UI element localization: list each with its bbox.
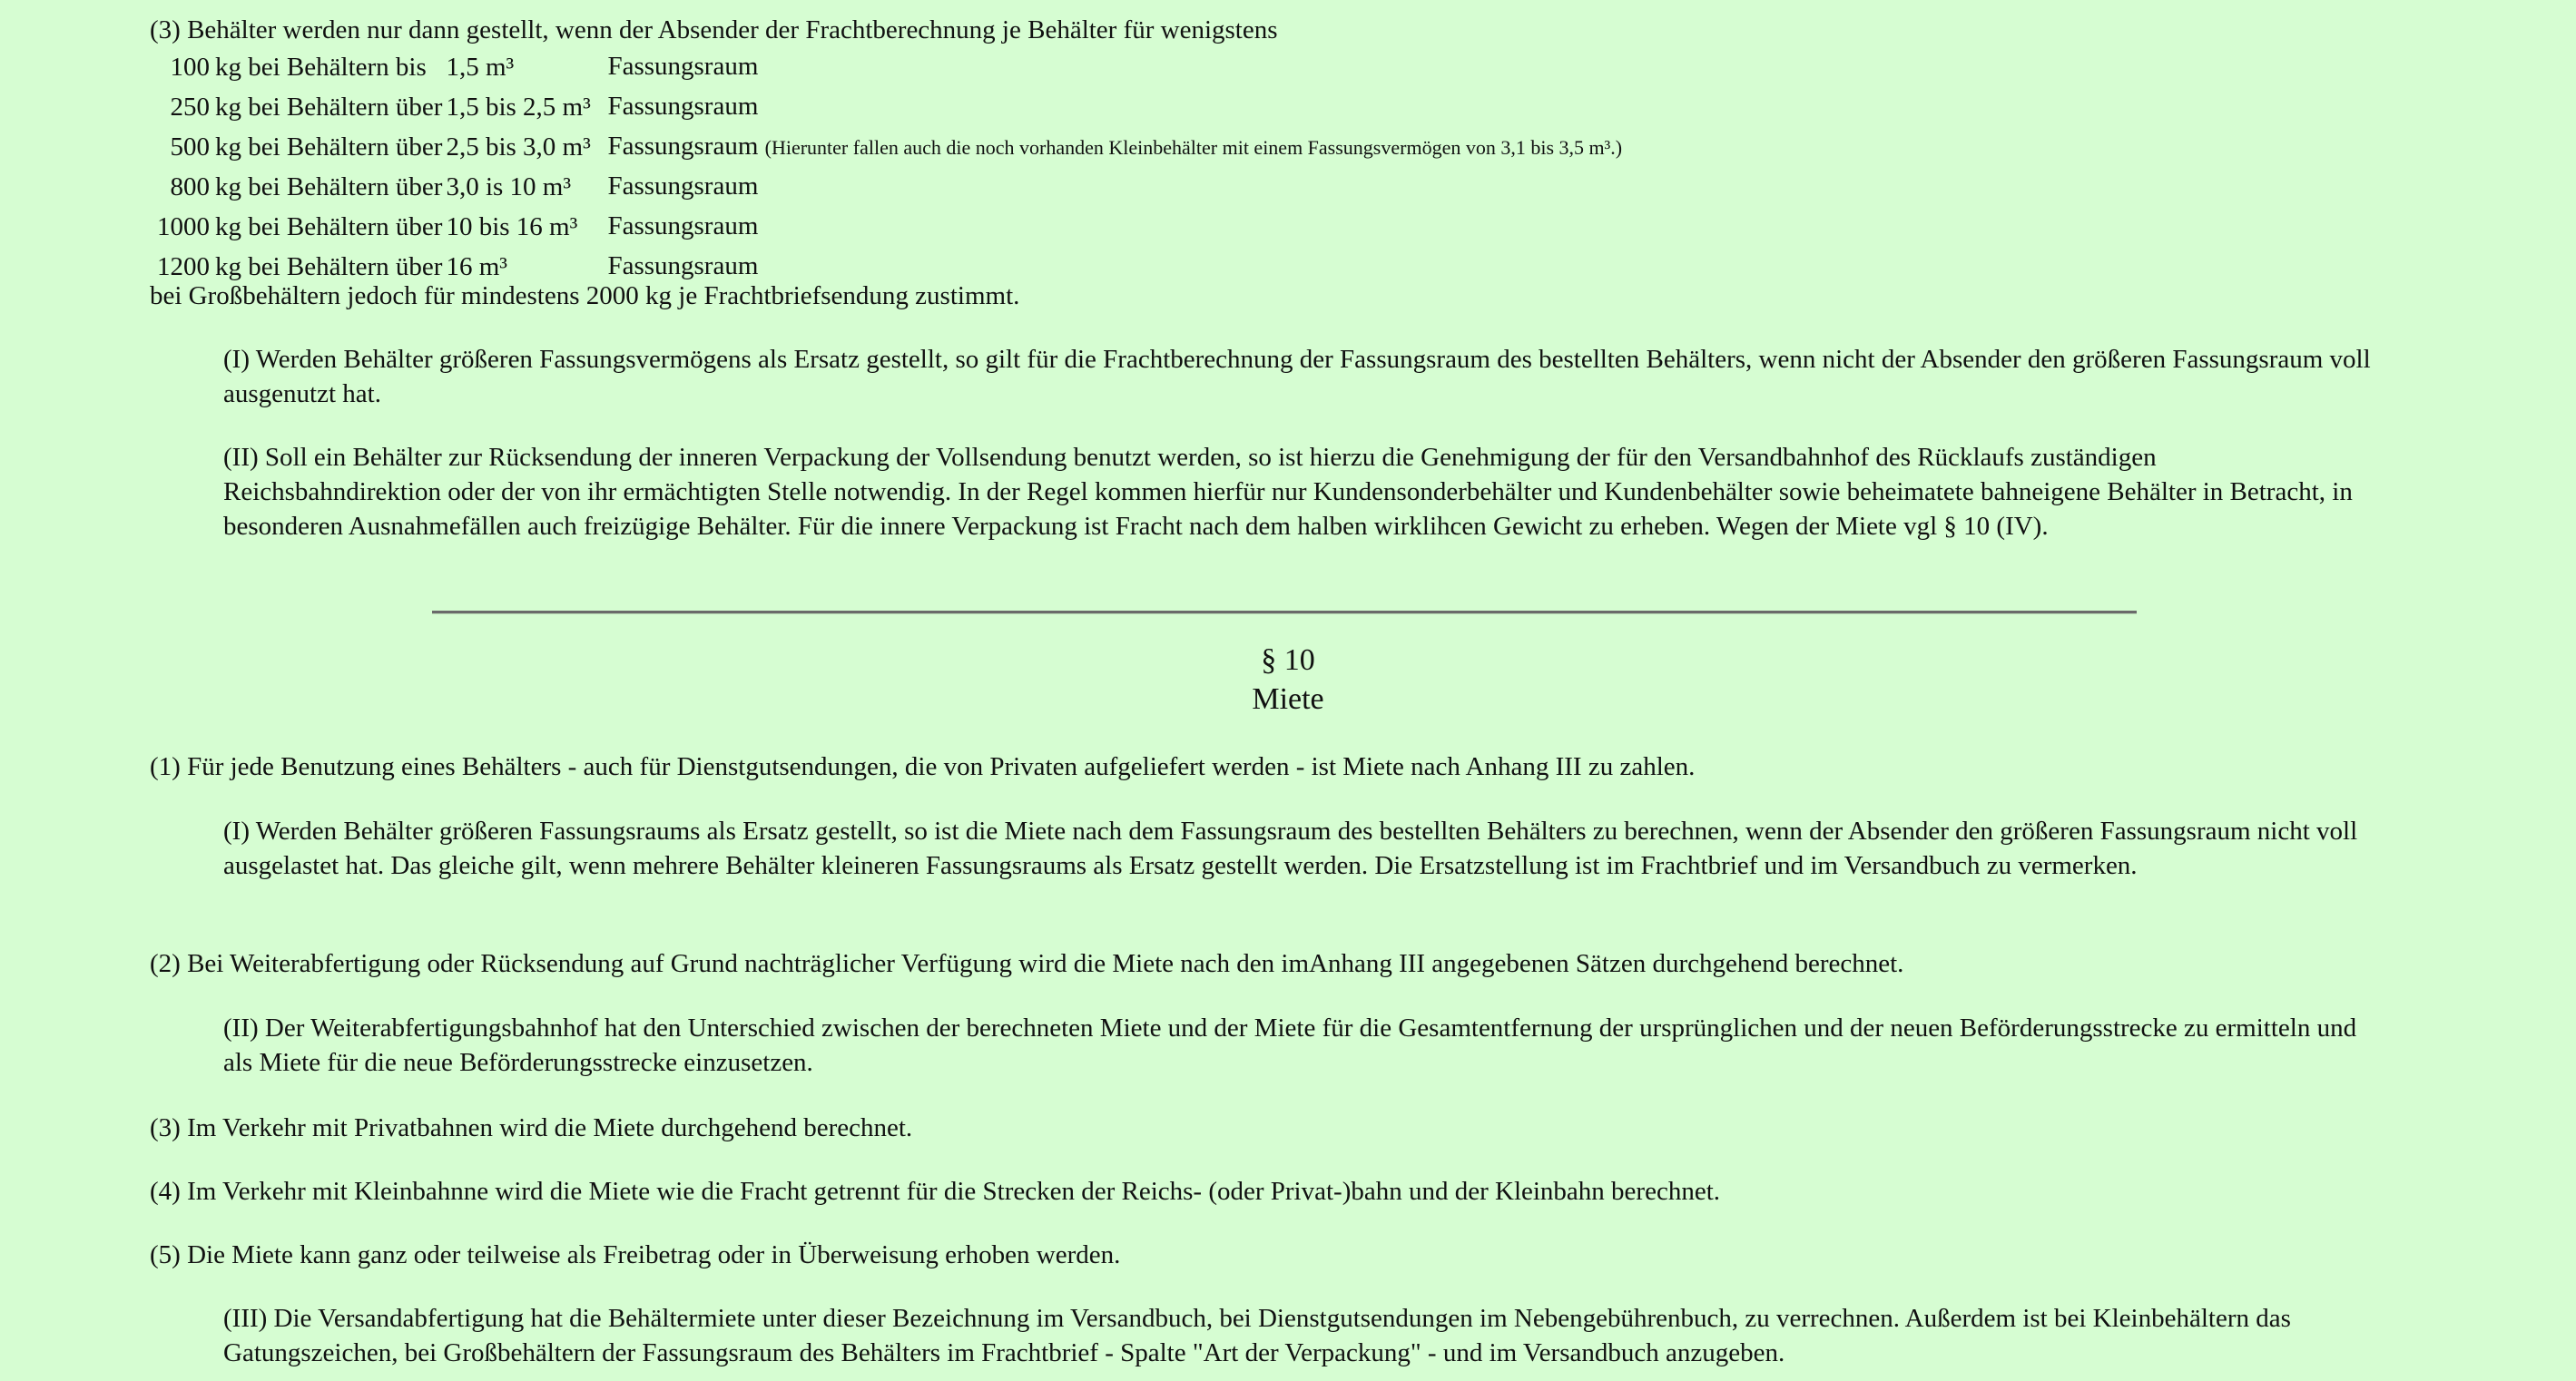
weight-unit-label: Fassungsraum [607, 211, 759, 240]
weight-unit-label: Fassungsraum [607, 52, 759, 81]
weight-unit-label: Fassungsraum [607, 251, 759, 280]
weight-unit [607, 207, 1622, 247]
weight-kg: 1000 [157, 212, 210, 241]
weight-condition: kg bei Behältern bis [215, 53, 427, 82]
note-I: (I) Werden Behälter größeren Fassungsvermögens als Ersatz gestellt, so gilt für die Frachtberechnung der Fassungsraum des bestellten Behälters, wenn nicht der Absender den größeren Fassungsraum voll ausgenutzt hat. [223, 345, 2371, 408]
weight-volume: 1,5 bis 2,5 m³ [446, 93, 591, 122]
weight-row [148, 207, 1622, 247]
weight-volume: 16 m³ [446, 252, 507, 281]
weight-volume: 3,0 is 10 m³ [446, 172, 572, 201]
paragraph-2: (2) Bei Weiterabfertigung oder Rücksendung auf Grund nachträglicher Verfügung wird die Miete nach den imAnhang III angegebenen Sätzen durchgehend berechnet. [150, 949, 1904, 978]
weight-unit [607, 167, 1622, 207]
paragraph-4: (4) Im Verkehr mit Kleinbahnne wird die Miete wie die Fracht getrennt für die Strecken der Reichs- (oder Privat-)bahn und der Kleinbahn berechnet. [150, 1177, 1721, 1206]
weight-unit-label: Fassungsraum [607, 92, 759, 121]
horizontal-divider [432, 611, 2137, 614]
weight-kg: 1200 [157, 252, 210, 281]
weight-kg: 100 [170, 53, 210, 82]
section-title: Miete [1252, 682, 1324, 716]
weight-row [148, 47, 1622, 87]
weight-condition: kg bei Behältern über [215, 132, 443, 162]
note-II: (II) Soll ein Behälter zur Rücksendung der inneren Verpackung der Vollsendung benutzt werden, so ist hierzu die Genehmigung der für den Versandbahnhof des Rücklaufs zuständigen Reichsbahndirektion oder der von ihr ermächtigten Stelle notwendig. In der Regel kommen hierfür nur Kundensonderbehälter und Kundenbehälter sowie beheimatete bahneigene Behälter in Betracht, in besonderen Ausnahmefällen auch freizügige Behälter. Für die innere Verpackung ist Fracht nach dem halben wirklihcen Gewicht zu erheben. Wegen der Miete vgl § 10 (IV). [223, 443, 2353, 541]
intro-paragraph: (3) Behälter werden nur dann gestellt, wenn der Absender der Frachtberechnung je Behälter für wenigstens [150, 15, 1278, 44]
weight-condition: kg bei Behältern über [215, 93, 443, 122]
paragraph-5-note: (III) Die Versandabfertigung hat die Behältermiete unter dieser Bezeichnung im Versandbuch, bei Dienstgutsendungen im Nebengebührenbuch, zu verrechnen. Außerdem ist bei Kleinbehältern das Gatungszeichen, bei Großbehältern der Fassungsraum des Behälters im Frachtbrief - Spalte "Art der Verpackung" - und im Versandbuch anzugeben. [223, 1304, 2291, 1367]
weight-condition: kg bei Behältern über [215, 212, 443, 241]
weight-unit [607, 127, 1622, 167]
weight-kg: 500 [170, 132, 210, 162]
weight-row [148, 167, 1622, 207]
weight-kg: 250 [170, 93, 210, 122]
weight-volume: 1,5 m³ [446, 53, 515, 82]
weight-row [148, 127, 1622, 167]
paragraph-1: (1) Für jede Benutzung eines Behälters - auch für Dienstgutsendungen, die von Privaten aufgeliefert werden - ist Miete nach Anhang III zu zahlen. [150, 752, 1696, 781]
weight-condition: kg bei Behältern über [215, 252, 443, 281]
closing-paragraph: bei Großbehältern jedoch für mindestens 2000 kg je Frachtbriefsendung zustimmt. [150, 281, 1020, 310]
weight-table [148, 47, 1622, 287]
paragraph-1-note: (I) Werden Behälter größeren Fassungsraums als Ersatz gestellt, so ist die Miete nach dem Fassungsraum des bestellten Behälters zu berechnen, wenn der Absender den größeren Fassungsraum nicht voll ausgelastet hat. Das gleiche gilt, wenn mehrere Behälter kleineren Fassungsraums als Ersatz gestellt werden. Die Ersatzstellung ist im Frachtbrief und im Versandbuch zu vermerken. [223, 817, 2358, 880]
weight-volume: 10 bis 16 m³ [446, 212, 578, 241]
section-number: § 10 [1261, 643, 1315, 677]
weight-unit-label: Fassungsraum [607, 171, 759, 201]
weight-row [148, 87, 1622, 127]
paragraph-2-note: (II) Der Weiterabfertigungsbahnhof hat den Unterschied zwischen der berechneten Miete und der Miete für die Gesamtentfernung der ursprünglichen und der neuen Beförderungsstrecke zu ermitteln und als Miete für die neue Beförderungsstrecke einzusetzen. [223, 1014, 2357, 1077]
weight-unit [607, 87, 1622, 127]
paragraph-5: (5) Die Miete kann ganz oder teilweise als Freibetrag oder in Überweisung erhoben werden. [150, 1240, 1121, 1269]
paragraph-3: (3) Im Verkehr mit Privatbahnen wird die Miete durchgehend berechnet. [150, 1113, 913, 1142]
weight-note: (Hierunter fallen auch die noch vorhanden Kleinbehälter mit einem Fassungsvermögen von 3,1 bis 3,5 m³.) [764, 136, 1623, 159]
weight-kg: 800 [170, 172, 210, 201]
weight-volume: 2,5 bis 3,0 m³ [446, 132, 591, 162]
weight-unit-label: Fassungsraum [607, 132, 759, 161]
weight-condition: kg bei Behältern über [215, 172, 443, 201]
weight-unit [607, 47, 1622, 87]
